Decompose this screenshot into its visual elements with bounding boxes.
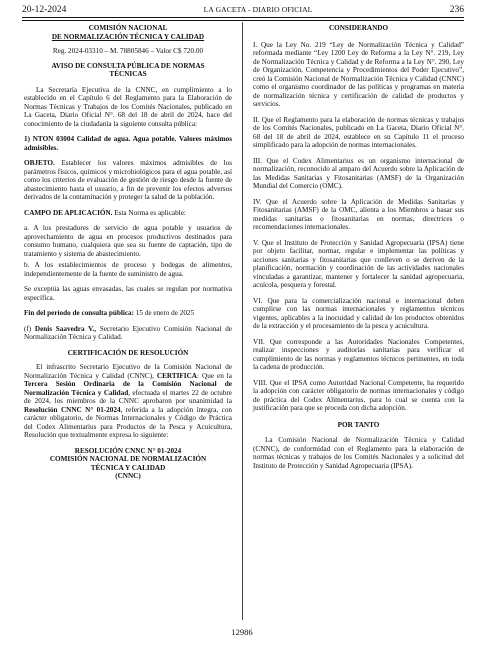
considering-heading: CONSIDERANDO: [328, 24, 389, 32]
header-rule-thin: [22, 20, 464, 21]
org-name-line1: COMISIÓN NACIONAL: [88, 24, 168, 32]
objective-paragraph: [24, 159, 232, 202]
left-column: [24, 24, 232, 481]
considering-7: VII. Que corresponde a las Autoridades Nacionales Competentes, realizar inspecciones y auditorías sanitarias para verificar el cumplimiento de las normas y reglamentos técnicos pertinentes, en toda la cadena de producción.: [253, 337, 464, 371]
cert-certifica: CERTIFICA: [153, 371, 197, 380]
resolution-heading-line2: COMISIÓN NACIONAL DE NORMALIZACIÓN: [49, 455, 207, 463]
page-header: [22, 4, 464, 16]
cert-text-1: El infrascrito Secretario Ejecutivo de la Comisión Nacional de Normalización Técnica y Calidad (CNNC),: [24, 363, 232, 380]
considering-2: II. Que el Reglamento para la elaboración de normas técnicas y trabajos de los Comités Nacionales, publicado en La Gaceta, Diario Oficial N°. 68 del 18 de abril de 2024, establece en su Capítulo 11 el proceso simplificado para la adopción de normas internacionales.: [253, 115, 464, 149]
registration-line: Reg. 2024-03310 – M. 78805846 – Valor C$ 720.00: [52, 47, 204, 55]
scope-items: [24, 224, 232, 278]
therefore-paragraph: La Comisión Nacional de Normalización Técnica y Calidad (CNNC), de conformidad con el Reglamento para la elaboración de normas técnicas y trabajos de los Comités Nacionales y a solicitud del Instituto de Protección y Sanidad Agropecuaria (IPSA).: [253, 436, 464, 470]
header-title: LA GACETA - DIARIO OFICIAL: [203, 5, 313, 14]
scope-label: CAMPO DE APLICACIÓN.: [24, 208, 113, 217]
header-page-number: 236: [449, 5, 464, 15]
right-column: [253, 24, 464, 477]
considering-1: I. Que la Ley No. 219 “Ley de Normalización Técnica y Calidad” reformada mediante “Ley 1200 Ley de Reforma a la Ley N°. 219, Ley de Normalización Técnica y Calidad y de Reforma a la Ley N°. 290, Ley de Organización, Competencia y Procedimientos del Poder Ejecutivo”, creó la Comisión Nacional de Normalización Técnica y Calidad (CNNC) como el organismo coordinador de las políticas y programas en materia de normalización técnica y certificación de calidad de productos y servicios.: [253, 40, 464, 108]
cert-text-3: , efectuada el martes 22 de octubre de 2024, los miembros de la CNNC aprobaron por unanimidad la: [24, 388, 232, 405]
resolution-heading-line3: TÉCNICA Y CALIDAD: [90, 463, 166, 472]
scope-item-b: b. A los establecimientos de proceso y bodegas de alimentos, independientemente de la fuente de suministro de agua.: [24, 261, 232, 278]
considering-5: V. Que el Instituto de Protección y Sanidad Agropecuaria (IPSA) tiene por objeto facilitar, normar, regular e implementar las políticas y acciones sanitarias y fitosanitarias que conlleven o se deriven de la planificación, normación y coordinación de las actividades nacionales vinculadas a garantizar, mantener y fortalecer la sanidad agropecuaria, acuícola, pesquera y forestal.: [253, 238, 464, 289]
therefore-heading: POR TANTO: [337, 420, 380, 429]
header-rule: [22, 17, 464, 18]
signature-name: Denis Saavedra V.,: [34, 324, 97, 333]
cert-text-4: , referida a la adopción íntegra, con carácter obligatorio, de Normas Internacionales y Código de Práctica del Codex Alimentarius para Productos de la Pesca y Acuicultura, Resolución que textualmente expresa lo siguiente:: [24, 405, 233, 439]
signature-prefix: (f): [24, 324, 35, 333]
objective-text: Establecer los valores máximos admisibles de los parámetros físicos, químicos y microbiológicos para el agua potable, así como los criterios de evaluación de gestión de riesgo desde la fuente de abastecimiento hasta el usuario, a fin de prevenir los efectos adversos derivados de la contaminación y proteger la salud de la población.: [24, 159, 232, 201]
certification-title: CERTIFICACIÓN DE RESOLUCIÓN: [67, 348, 189, 357]
scope-text: Esta Norma es aplicable:: [112, 208, 186, 217]
notice-intro: La Secretaría Ejecutiva de la CNNC, en cumplimiento a lo establecido en el Capítulo 6 del Reglamento para la Elaboración de Normas Técnicas y Trabajos de los Comités Nacionales, publicado en La Gaceta, Diario Oficial N°. 68 del 18 de abril de 2024, hace del conocimiento de la ciudadanía la siguiente consulta pública:: [24, 85, 232, 128]
scope-item-a: a. A los prestadores de servicio de agua potable y usuarios de aprovechamiento de agua en procesos productivos destinados para consumo humano, cualquiera que sea su fuente de captación, tipo de tratamiento y sistema de abastecimiento.: [24, 224, 232, 258]
cert-session: Tercera Sesión Ordinaria de la Comisión Nacional de Normalización Técnica y Calidad: [24, 380, 232, 397]
standard-title: 1) NTON 03004 Calidad de agua. Agua potable. Valores máximos admisibles.: [24, 135, 232, 152]
signature: [24, 325, 232, 342]
considering-6: VI. Que para la comercialización nacional e internacional deben cumplirse con las normas internacionales y reglamentos técnicos vigentes, aplicables a la inocuidad y calidad de los productos obtenidos de la extracción y el procesamiento de la pesca y acuicultura.: [253, 296, 464, 330]
page-footer-number: 12986: [231, 627, 253, 637]
considering-4: IV. Que el Acuerdo sobre la Aplicación de Medidas Sanitarias y Fitosanitarias (AMSF) de la OMC, alienta a los Miembros a basar sus medidas sanitarias o fitosanitarias en normas, directrices o recomendaciones internacionales.: [253, 197, 464, 231]
notice-title: AVISO DE CONSULTA PÚBLICA DE NORMAS TÉCNICAS: [51, 61, 205, 78]
exception-paragraph: Se exceptúa las aguas envasadas, las cuales se regulan por normativa específica.: [24, 285, 232, 302]
header-date: 20-12-2024: [22, 5, 67, 15]
consultation-end: [24, 309, 232, 318]
considering-8: VIII. Que el IPSA como Autoridad Nacional Competente, ha requerido la adopción con carácter obligatorio de normas internacionales y código de práctica del Codex Alimentarius, para lo cual se cuenta con la justificación para que se proceda con dicha adopción.: [253, 378, 464, 412]
cert-resolution: Resolución CNNC N° 01-2024: [24, 405, 121, 414]
resolution-heading-line4: (CNNC): [115, 472, 141, 480]
consultation-end-date: 15 de enero de 2025: [134, 309, 195, 317]
org-name-line2: DE NORMALIZACIÓN TÉCNICA Y CALIDAD: [51, 32, 205, 41]
signature-title: Secretario Ejecutivo Comisión Nacional de Normalización Técnica y Calidad.: [24, 324, 232, 341]
cert-text-2: : Que en la: [197, 371, 232, 380]
consultation-end-label: Fin del período de consulta pública:: [24, 309, 135, 317]
resolution-heading: [24, 447, 232, 481]
resolution-heading-line1: RESOLUCIÓN CNNC N° 01-2024: [74, 446, 182, 455]
scope-paragraph: [24, 209, 232, 218]
objective-label: OBJETO.: [24, 159, 55, 167]
considering-3: III. Que el Codex Alimentarius es un organismo internacional de normalización, reconocido al amparo del Acuerdo sobre la Aplicación de las Medidas Sanitarias y Fitosanitarias (AMSF) de la Organización Mundial del Comercio (OMC).: [253, 156, 464, 190]
column-divider: [242, 22, 243, 620]
certification-paragraph: [24, 363, 232, 440]
